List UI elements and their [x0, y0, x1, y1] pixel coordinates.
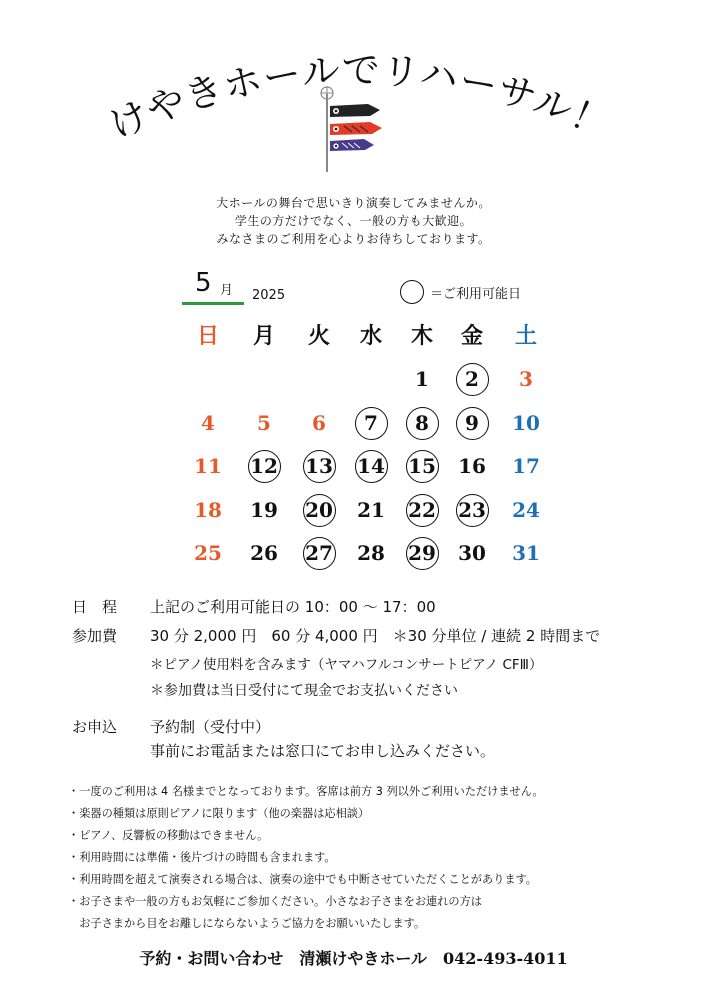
weekday-header: 水: [359, 323, 382, 349]
calendar-day: 28: [357, 541, 385, 565]
weekday-header: 木: [410, 323, 433, 349]
calendar-day: 1: [415, 367, 429, 391]
calendar-day: 10: [512, 411, 540, 435]
month-underline: [182, 302, 244, 305]
calendar-day: 6: [312, 411, 326, 435]
apply-value: 予約制（受付中）: [150, 718, 271, 736]
black-carp-icon: [330, 104, 380, 117]
calendar-day: 3: [519, 367, 533, 391]
calendar-day: 25: [194, 541, 222, 565]
intro-text: [0, 194, 707, 248]
red-carp-icon: [330, 122, 382, 135]
intro-line: 学生の方だけでなく、一般の方も大歓迎。: [234, 214, 473, 228]
calendar-day-available: 8: [402, 406, 442, 440]
weekday-header: 金: [460, 323, 483, 349]
contact-footer: 予約・お問い合わせ 清瀬けやきホール 042-493-4011: [139, 949, 568, 968]
calendar-day-available: 14: [351, 449, 391, 483]
fee-note-piano: ＊ピアノ使用料を含みます（ヤマハフルコンサートピアノ CFⅢ）: [150, 657, 543, 673]
calendar-day-available: 13: [299, 449, 339, 483]
calendar-day-available: 9: [452, 406, 492, 440]
schedule-label: 日 程: [72, 598, 118, 616]
fee-label: 参加費: [72, 627, 118, 645]
notes-list: [68, 781, 544, 935]
calendar-day: 30: [458, 541, 486, 565]
weekday-header: 火: [307, 323, 330, 349]
calendar-day: 17: [512, 454, 540, 478]
fee-value: 30 分 2,000 円 60 分 4,000 円 ＊30 分単位 / 連続 2 時間まで: [150, 627, 601, 645]
calendar-day-available: 20: [299, 493, 339, 527]
note-item: お子さまから目をお離しにならないようご協力をお願いいたします。: [68, 917, 426, 930]
calendar-day-available: 27: [299, 536, 339, 570]
weekday-header: 土: [514, 323, 537, 349]
calendar-year: 2025: [252, 288, 286, 303]
apply-note: 事前にお電話または窓口にてお申し込みください。: [150, 742, 496, 760]
calendar-day-available: 22: [402, 493, 442, 527]
calendar-day-available: 15: [402, 449, 442, 483]
calendar-day: 11: [194, 454, 222, 478]
note-item: ・お子さまや一般の方もお気軽にご参加ください。小さなお子さまをお連れの方は: [68, 895, 482, 908]
calendar-day: 5: [257, 411, 271, 435]
apply-label: お申込: [72, 718, 118, 736]
calendar-day: 26: [250, 541, 278, 565]
calendar-day-available: 23: [452, 493, 492, 527]
calendar-day: 16: [458, 454, 486, 478]
calendar-day: 24: [512, 498, 540, 522]
calendar-month: 5: [195, 268, 212, 298]
note-item: ・一度のご利用は 4 名様までとなっております。客席は前方 3 列以外ご利用いただけません。: [68, 785, 544, 798]
fee-note-payment: ＊参加費は当日受付にて現金でお支払いください: [150, 683, 458, 699]
note-item: ・楽器の種類は原則ピアノに限ります（他の楽器は応相談）: [68, 807, 370, 820]
schedule-value: 上記のご利用可能日の 10：00 ～ 17：00: [150, 598, 436, 616]
calendar-legend: ＝ご利用可能日: [430, 287, 522, 302]
calendar-day-available: 7: [351, 406, 391, 440]
weekday-header: 月: [252, 323, 275, 349]
calendar-day: 19: [250, 498, 278, 522]
koinobori-illustration: [318, 84, 388, 174]
calendar-day: 21: [357, 498, 385, 522]
calendar-day: 31: [512, 541, 540, 565]
blue-carp-icon: [330, 139, 374, 151]
title-text: けやきホールでリハーサル！: [102, 47, 618, 148]
available-circle-icon: [400, 280, 424, 304]
calendar-day-available: 2: [452, 362, 492, 396]
weekday-header: 日: [196, 323, 219, 349]
intro-line: みなさまのご利用を心よりお待ちしております。: [216, 232, 491, 246]
calendar-day: 4: [201, 411, 215, 435]
note-item: ・利用時間には準備・後片づけの時間も含まれます。: [68, 851, 336, 864]
calendar-day-available: 29: [402, 536, 442, 570]
calendar-day: 18: [194, 498, 222, 522]
calendar-month-suffix: 月: [220, 283, 234, 298]
note-item: ・利用時間を超えて演奏される場合は、演奏の途中でも中断させていただくことがあります。: [68, 873, 537, 886]
calendar-day-available: 12: [244, 449, 284, 483]
note-item: ・ピアノ、反響板の移動はできません。: [68, 829, 269, 842]
intro-line: 大ホールの舞台で思いきり演奏してみませんか。: [216, 196, 491, 210]
